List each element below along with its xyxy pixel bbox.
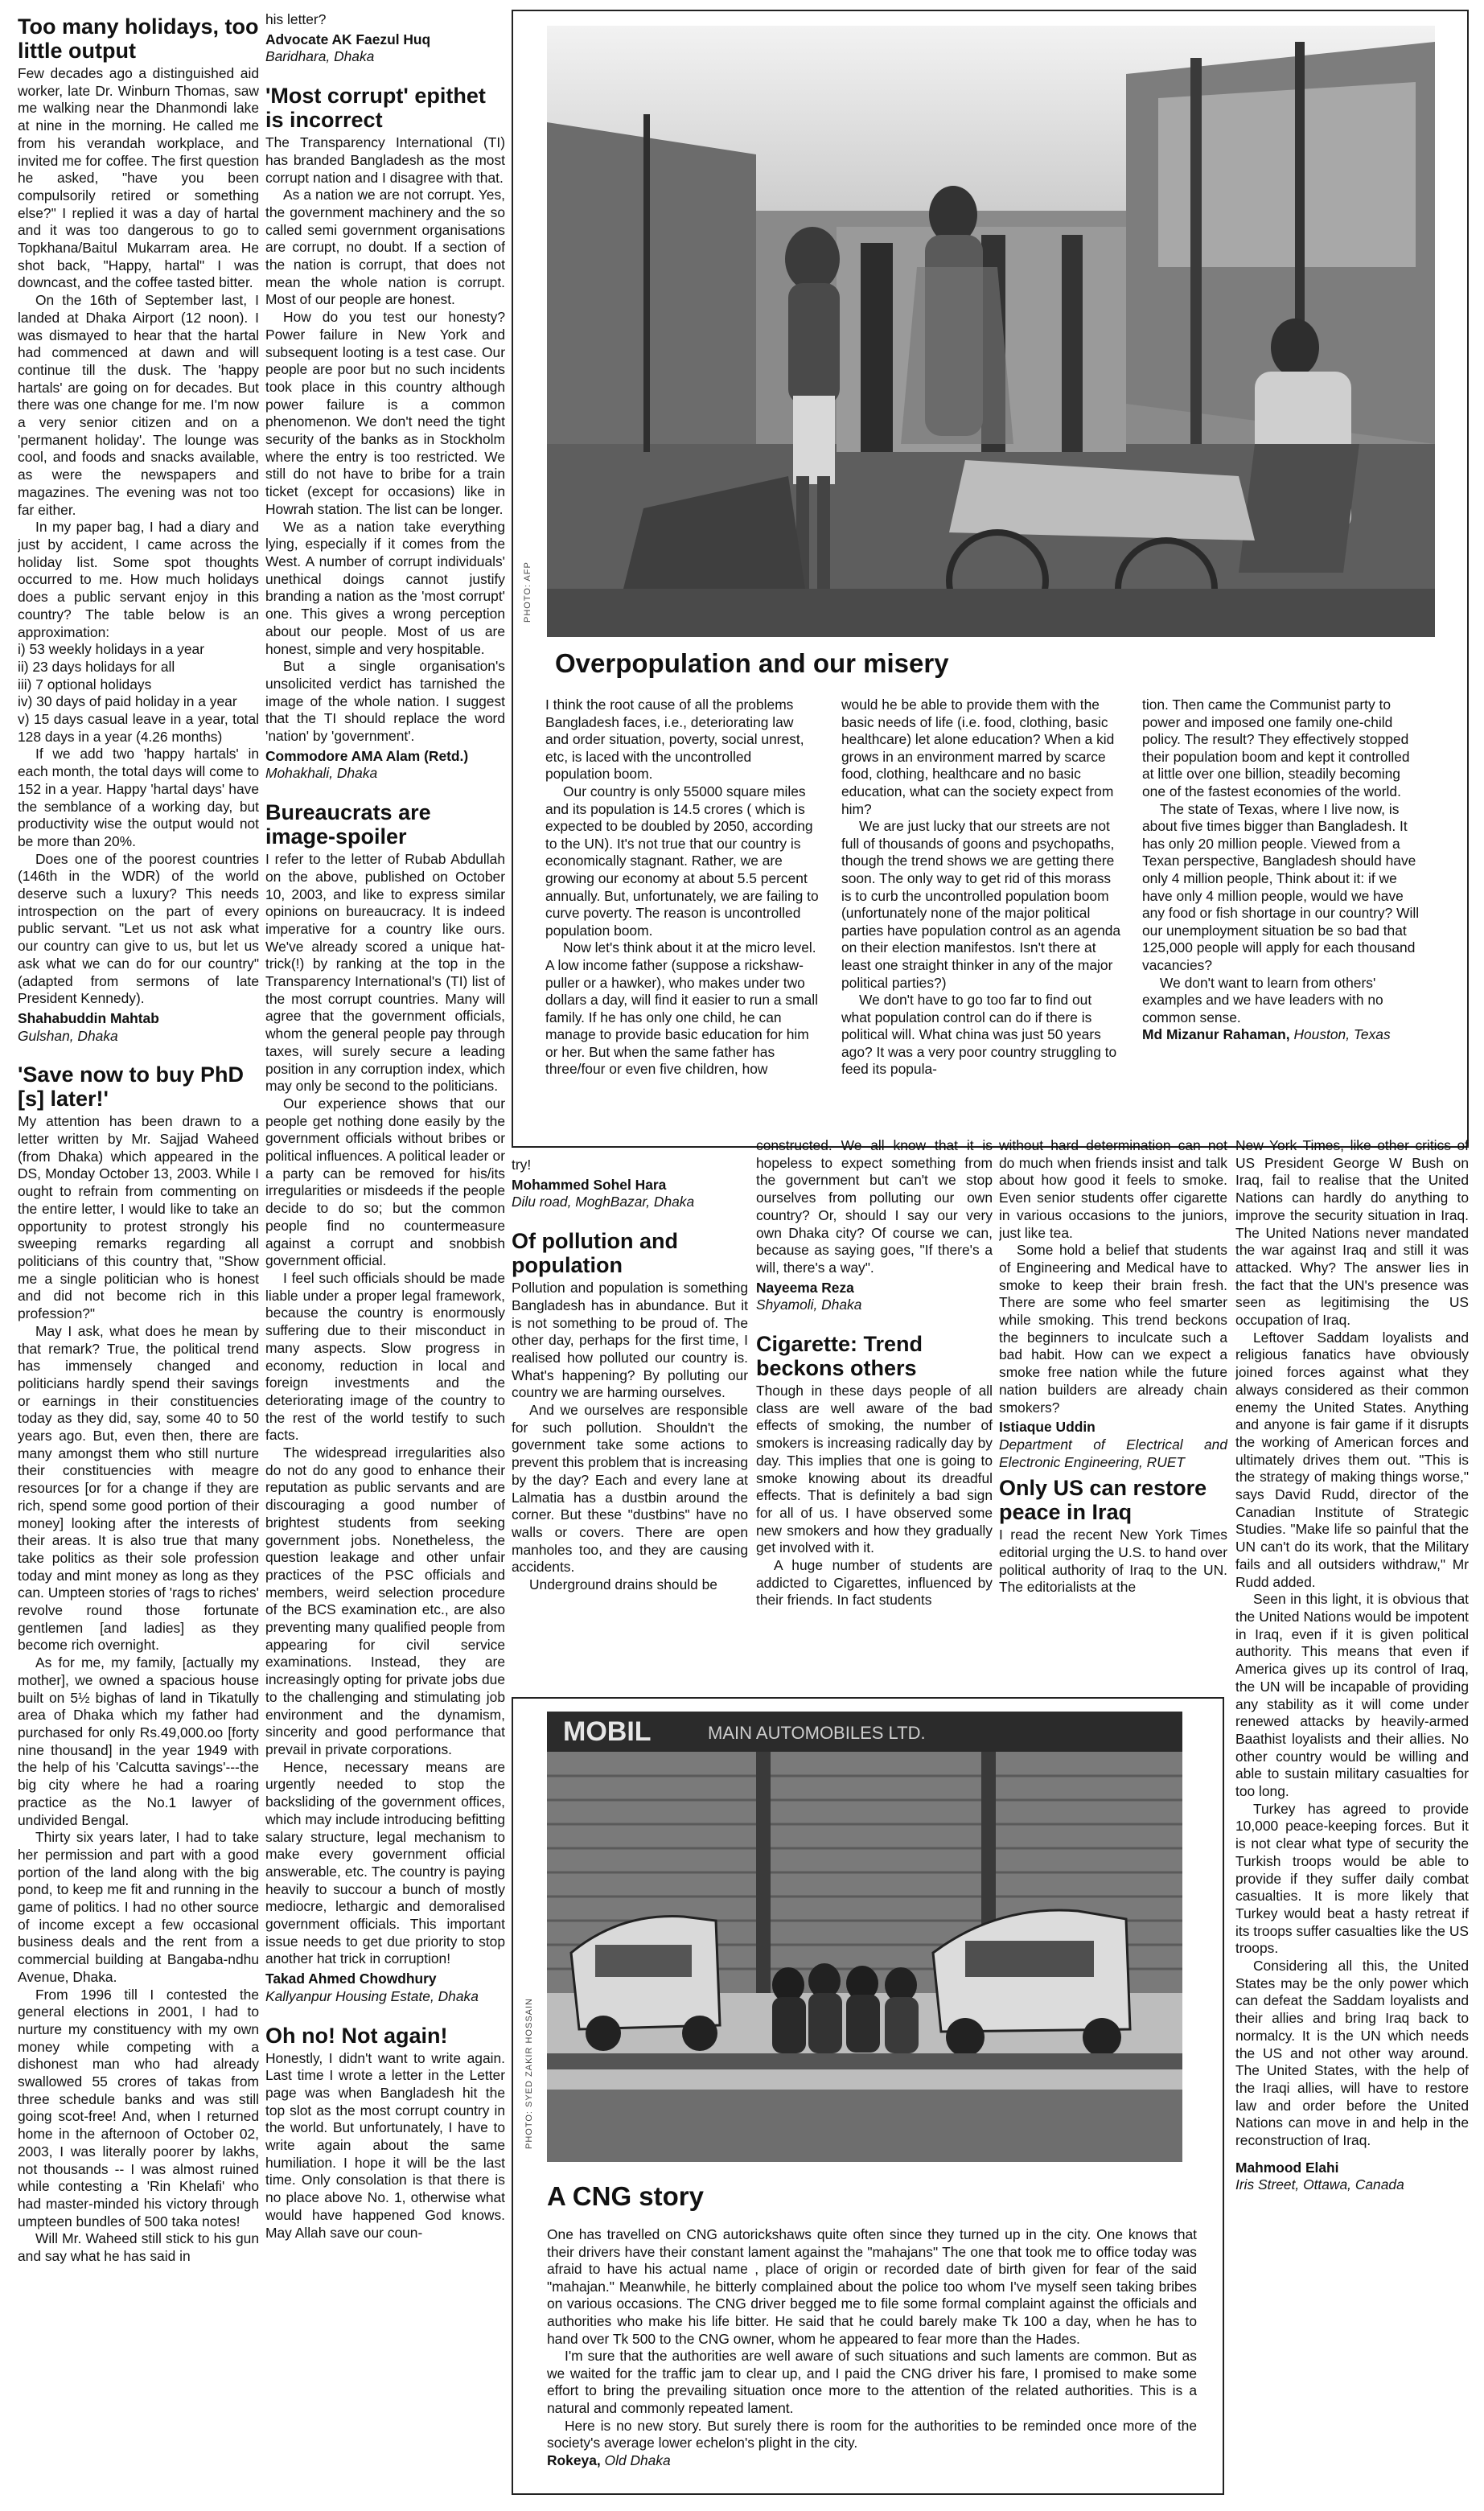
paragraph: Some hold a belief that students of Engineering and Medical have to smoke to keep their brain fresh. There are some who feel smarter while smoking. This trend beckons the beginners to inculcate such a bad habit. How can we expect a smoke free nation while the future nation builders are already chain smokers? bbox=[999, 1242, 1227, 1416]
overpopulation-col-3 bbox=[1142, 697, 1422, 1139]
author-location: Kallyanpur Housing Estate, Dhaka bbox=[265, 1987, 479, 2004]
paragraph: I read the recent New York Times editorial urging the U.S. to hand over political authority of Iraq to the UN. The editorialists at the bbox=[999, 1527, 1227, 1596]
sign-mobil: MOBIL bbox=[563, 1716, 652, 1747]
paragraph: Turkey has agreed to provide 10,000 peace-keeping forces. But it is not clear what type of security the Turkish troops would be able to provide if they suffer daily combat casualties. It is more likely that Turkey would beat a hasty retreat if its troops suffer casualties like the US troops. bbox=[1235, 1800, 1469, 1957]
sign-automobiles: MAIN AUTOMOBILES LTD. bbox=[708, 1723, 926, 1743]
headline-phd: 'Save now to buy PhD [s] later!' bbox=[18, 1062, 244, 1112]
article-holidays bbox=[18, 65, 259, 1045]
paragraph: I think the root cause of all the problems Bangladesh faces, i.e., deteriorating law and order situation, poverty, social unrest, etc, is laced with the uncontrolled population boom. bbox=[545, 697, 804, 783]
paragraph: In my paper bag, I had a diary and just by accident, I came across the holiday list. Some spot thoughts occurred to me. How much holidays does a public servant enjoy in this country? The table below is an approximation: bbox=[18, 519, 259, 640]
author-name: Takad Ahmed Chowdhury bbox=[265, 1971, 437, 1987]
paragraph: How do you test our honesty? Power failure in New York and subsequent looting is a test case. Our people are poor but no such incidents took place in this country although power failure is a common phenomenon. We don't need the tight security of the banks as in Stockholm where the entry is too restricted. We still do not have to bribe for a train ticket (except for occasions) like in Howrah station. The list can be longer. bbox=[265, 309, 505, 517]
paragraph: The state of Texas, where I live now, is about five times bigger than Bangladesh. It has only 20 million people. Viewed from a Texan perspective, Bangladesh should have only 4 million people, Think about it: if we have only 4 million people, would we have any food or fish shortage in our country? Will our unemployment situation be so bad that 125,000 people will apply for each thousand vacancies? bbox=[1142, 800, 1420, 973]
author-location: Shyamoli, Dhaka bbox=[756, 1297, 862, 1313]
author-location: Department of Electrical and Electronic Engineering, RUET bbox=[999, 1436, 1227, 1470]
headline-iraq: Only US can restore peace in Iraq bbox=[999, 1476, 1207, 1525]
slum-photo bbox=[547, 26, 1435, 637]
column-3 bbox=[512, 1157, 748, 1687]
cng-photo-image bbox=[547, 1712, 1182, 2162]
column-5 bbox=[999, 1137, 1227, 1684]
paragraph: But a single organisation's unsolicited verdict has tarnished the image of the whole nation. I suggest that the TI should replace the word 'nation' by 'government'. bbox=[265, 658, 505, 745]
overpopulation-col-2 bbox=[841, 697, 1123, 1139]
headline-most-corrupt: 'Most corrupt' epithet is incorrect bbox=[265, 84, 486, 133]
author-name: Mahmood Elahi bbox=[1235, 2159, 1339, 2176]
column-1 bbox=[18, 11, 259, 2497]
paragraph: Hence, necessary means are urgently needed to stop the backsliding of the government offices, which may include introducing befitting salary structure, legal mechanism to make every government official answerable, etc. The country is paying heavily to succour a bunch of mostly mediocre, lethargic and demoralised government officials. This important issue needs to get due priority to stop another hat trick in corruption! bbox=[265, 1758, 505, 1967]
headline-pollution: Of pollution and population bbox=[512, 1229, 678, 1278]
author-location: Dilu road, MoghBazar, Dhaka bbox=[512, 1194, 695, 1210]
paragraph: I'm sure that the authorities are well aware of such situations and such laments are common. But as we waited for the traffic jam to clear up, and I paid the CNG driver his fare, I promised to make some effort to bring the prevailing situation once more to the attention of the related authorities. This is a natural and commonly repeated lament. bbox=[547, 2348, 1197, 2416]
author-line bbox=[547, 2452, 1197, 2470]
list-item: i) 53 weekly holidays in a year bbox=[18, 641, 204, 658]
column-6 bbox=[1235, 1137, 1469, 2497]
overpopulation-box bbox=[512, 10, 1469, 1148]
paragraph: without hard determination can not do much when friends insist and talk about how good it feels to smoke. Even senior students offer cigarette in various occasions to the juniors, just like tea. bbox=[999, 1137, 1227, 1241]
headline-overpopulation: Overpopulation and our misery bbox=[555, 648, 949, 678]
paragraph: New York Times, like other critics of US President George W Bush on Iraq, fail to realise that the United Nations can hardly do anything to improve the security situation in Iraq. The United Nations never mandated the war against Iraq and still it was attacked. Why? The answer lies in the fact that the UN's presence was seen as legitimising the US occupation of Iraq. bbox=[1235, 1137, 1469, 1329]
paragraph: And we ourselves are responsible for such pollution. Shouldn't the government take some actions to prevent this problem that is increasing by the day? Each and every lane at Lalmatia has a dustbin around the corner. But these "dustbins" have no walls or covers. There are open manholes too, and they are causing accidents. bbox=[512, 1402, 748, 1576]
paragraph: A huge number of students are addicted to Cigarettes, influenced by their friends. In fact students bbox=[756, 1557, 993, 1609]
paragraph: On the 16th of September last, I landed at Dhaka Airport (12 noon). I was dismayed to hear that the hartal had commenced at dawn and will continue till the dusk. The 'happy hartals' are going on for decades. But there was one change for me. I'm now a very senior citizen and on a 'permanent holiday'. The lounge was cool, and foods and snacks available, as were the newspapers and magazines. The evening was not too far either. bbox=[18, 292, 259, 518]
paragraph: We as a nation take everything lying, especially if it comes from the West. A number of corrupt individuals' unethical doings cannot justify branding a nation as the 'most corrupt' one. This gives a wrong perception about our people. Most of us are honest, simple and very hospitable. bbox=[265, 518, 505, 657]
headline-cigarette: Cigarette: Trend beckons others bbox=[756, 1332, 923, 1381]
paragraph: Here is no new story. But surely there is room for the authorities to be reminded once more of the society's average lower echelon's plight in the city. bbox=[547, 2417, 1197, 2451]
paragraph: Considering all this, the United States may be the only power which can defeat the Saddam loyalists and their allies and bring Iraq back to normalcy. It is the UN which needs the US and not other way around. The United States, with the help of the Iraqi allies, will have to restore law and order before the United Nations can move in and help in the reconstruction of Iraq. bbox=[1235, 1958, 1469, 2149]
paragraph: Pollution and population is something Bangladesh has in abundance. But it is not something to be proud of. The other day, perhaps for the first time, I realised how polluted our country is. What's happening? By polluting our country we are harming ourselves. bbox=[512, 1280, 748, 1401]
paragraph: We don't want to learn from others' examples and we have leaders with no common sense. bbox=[1142, 974, 1383, 1025]
paragraph: Now let's think about it at the micro level. A low income father (suppose a rickshaw-puller or a hawker), who makes under two dollars a day, will find it easier to run a small family. If he has only one child, he can manage to provide basic education for him or her. But when the same father has three/four or even five children, how bbox=[545, 939, 818, 1078]
author-location: Gulshan, Dhaka bbox=[18, 1027, 118, 1044]
column-4 bbox=[756, 1137, 993, 1684]
paragraph: We are just lucky that our streets are not full of thousands of goons and psychopaths, though the trend shows we are getting there soon. The only way to get rid of this morass is to curb the uncontrolled population boom (unfortunately none of the major political parties have population control as an agenda on their election manifestos. Isn't there at least one straight thinker in any of the major political parties?) bbox=[841, 818, 1121, 991]
paragraph: Leftover Saddam loyalists and religious fanatics have obviously joined forces against what they always considered as their common enemy the United States. Anything and anyone is fair game if it disrupts the working of American forces and ultimately drives them out. "This is the strategy of making things worse," says David Rudd, director of the Canadian Institute of Strategic Studies. "Make life so painful that the UN can't do its work, that the Military fails and all outsiders withdraw," Mr Rudd added. bbox=[1235, 1329, 1469, 1590]
paragraph: Though in these days people of all class are well aware of the bad effects of smoking, the number of smokers is increasing radically day by day. This implies that one is going to smoke knowing about its dreadful effects. That is definitely a bad sign for all of us. I have observed some new smokers and how they gradually get involved with it. bbox=[756, 1383, 993, 1556]
author-name: Shahabuddin Mahtab bbox=[18, 1009, 159, 1026]
author-name: Nayeema Reza bbox=[756, 1279, 854, 1296]
paragraph: Honestly, I didn't want to write again. Last time I wrote a letter in the Letter page was when Bangladesh hit the top slot as the most corrupt country in the world. But unfortunately, I have to write again about the same humiliation. I hope it will be the last time. Only consolation is that there is no place above No. 1, otherwise what would have happened God knows. May Allah save our coun- bbox=[265, 2049, 505, 2241]
list-item: ii) 23 days holidays for all bbox=[18, 658, 175, 675]
paragraph: One has travelled on CNG autorickshaws quite often since they turned up in the city. One knows that their drivers have their constant lament against the "mahajans" The one that took me to office today was afraid to have his actual name , place of origin or recorded date of birth given for fear of the said "mahajan." Meanwhile, he bitterly complained about the police too whom I've myself seen taking bribes on various occasions. The CNG driver begged me to file some formal complaint against the officials and authorities who make his life bitter. He said that he could barely make Tk 100 a day, when he has to hand over Tk 500 to the CNG owner, whom he appeared to fear more than the Hades. bbox=[547, 2226, 1197, 2347]
column-2 bbox=[265, 11, 505, 2497]
paragraph: May I ask, what does he mean by that remark? True, the political trend has immensely changed and politicians hardly spend their savings or earnings in their constituencies today as they did, say, some 40 to 50 years ago. But, even then, there are many amongst them who still nurture their constituencies with meagre resources [or for a change if they are rich, spend some good portion of their money] looking after the interests of their areas. It is also true that many take politics as their sole profession today and mint money as long as they can. Umpteen stories of 'rags to riches' revolve round those fortunate gentlemen [and ladies] as they become rich overnight. bbox=[18, 1322, 259, 1654]
paragraph: The widespread irregularities also do not do any good to enhance their reputation as public servants and are discouraging a good number of brightest students from seeking government jobs. Nonetheless, the question leakage and other unfair practices of the PSC officials and members, weird selection procedure of the BCS examination etc., are also preventing many qualified people from appearing for civil service examinations. Instead, they are increasingly opting for private jobs due to the challenging and stimulating job environment and the dynamism, sincerity and good performance that prevail in private corporations. bbox=[265, 1445, 505, 1757]
author-name: Md Mizanur Rahaman, bbox=[1142, 1026, 1290, 1043]
cng-photo bbox=[547, 1712, 1182, 2162]
paragraph: I feel such officials should be made liable under a proper legal framework, because the country is enormously suffering due to their misconduct in many aspects. Slow progress in economy, reduction in local and foreign investments and the deteriorating image of the country to the rest of the world testify to such facts. bbox=[265, 1270, 505, 1444]
author-location: Mohakhali, Dhaka bbox=[265, 765, 378, 782]
paragraph: We don't have to go too far to find out what population control can do if there is political will. What china was just 50 years ago? It was a very poor country struggling to feed its popula- bbox=[841, 992, 1117, 1078]
paragraph: Our experience shows that our people get nothing done easily by the government officials without bribes or political influences. A political leader or a party can be removed for his/its irregularities or misdeeds if the people decide to do so; but the common people find no countermeasure against a corrupt and snobbish government official. bbox=[265, 1095, 505, 1269]
paragraph: his letter? bbox=[265, 11, 327, 27]
paragraph: Will Mr. Waheed still stick to his gun and say what he has said in bbox=[18, 2230, 259, 2265]
paragraph: Our country is only 55000 square miles and its population is 14.5 crores ( which is expected to be doubled by 2050, according to the UN). It's not true that our country is economically stagnant. Rather, we are growing our economy at about 5.5 percent annually. But, unfortunately, we are failing to curve poverty. The reason is uncontrolled population boom. bbox=[545, 783, 819, 939]
author-name: Istiaque Uddin bbox=[999, 1419, 1096, 1436]
paragraph: If we add two 'happy hartals' in each month, the total days will come to 152 in a year. Happy 'hartal days' have the semblance of a working day, but productivity wise the output would not be more than 20%. bbox=[18, 746, 259, 849]
paragraph: The Transparency International (TI) has branded Bangladesh as the most corrupt nation and I disagree with that. bbox=[265, 134, 505, 186]
list-item: iv) 30 days of paid holiday in a year bbox=[18, 693, 237, 710]
list-item: v) 15 days casual leave in a year, total 128 days in a year (4.26 months) bbox=[18, 711, 259, 745]
paragraph: My attention has been drawn to a letter written by Mr. Sajjad Waheed (from Dhaka) which appeared in the DS, Monday October 13, 2003. While I ought to refrain from commenting on the entire letter, I would like to take an opportunity to protest strongly his sweeping remarks regarding all politicians of this country that, "Show me a single politician who is honest and did not become rich in this profession?" bbox=[18, 1113, 259, 1322]
author-location: Old Dhaka bbox=[604, 2451, 671, 2468]
article-phd bbox=[18, 1113, 259, 2265]
headline-holidays: Too many holidays, too little output bbox=[18, 14, 259, 63]
headline-bureaucrats: Bureaucrats are image-spoiler bbox=[265, 800, 431, 849]
cng-story-body bbox=[547, 2226, 1197, 2484]
author-location: Iris Street, Ottawa, Canada bbox=[1235, 2176, 1404, 2193]
paragraph: As a nation we are not corrupt. Yes, the government machinery and the so called semi government organisations are corrupt, no doubt. If a section of the nation is corrupt, that does not mean the whole nation is corrupt. Most of our people are honest. bbox=[265, 187, 505, 308]
author-name: Rokeya, bbox=[547, 2451, 601, 2468]
paragraph: Thirty six years later, I had to take her permission and part with a good portion of the land along with the big pond, to keep me fit and running in the game of politics. I had no other source of income except a few occasional business deals and the rent from a commercial building at Bangaba-ndhu Avenue, Dhaka. bbox=[18, 1829, 259, 1985]
paragraph: constructed. We all know that it is hopeless to expect something from the government but can't we stop ourselves from polluting our own country? Or, should I say our very own Dhaka city? Of course we can, because as saying goes, "If there's a will, there's a way". bbox=[756, 1137, 993, 1276]
overpopulation-col-1 bbox=[545, 697, 819, 1139]
paragraph: would he be able to provide them with the basic needs of life (i.e. food, clothing, basic healthcare) let alone education? When a kid grows in an environment marred by scarce food, clothing, healthcare and no basic education, what can the society expect from him? bbox=[841, 697, 1115, 817]
photo-credit: PHOTO: SYED ZAKIR HOSSAIN bbox=[524, 1998, 534, 2149]
headline-oh-no: Oh no! Not again! bbox=[265, 2023, 448, 2048]
cng-story-box bbox=[512, 1697, 1224, 2495]
list-item: iii) 7 optional holidays bbox=[18, 676, 152, 692]
paragraph: try! bbox=[512, 1157, 532, 1173]
paragraph: Few decades ago a distinguished aid worker, late Dr. Winburn Thomas, saw me walking near the Dhanmondi lake at nine in the morning. He called me from his verandah workplace, and invited me for coffee. The first question he asked, "have you been compulsorily retired or something else?" I replied it was a day of hartal and it was too dangerous to go to Topkhana/Baitul Mukarram area. He shot back, "Happy, hartal" I was downcast, and the coffee tasted bitter. bbox=[18, 65, 259, 291]
slum-photo-image bbox=[547, 26, 1435, 637]
photo-credit: PHOTO: AFP bbox=[523, 561, 532, 623]
author-name: Mohammed Sohel Hara bbox=[512, 1176, 667, 1193]
author-name: Commodore AMA Alam (Retd.) bbox=[265, 747, 469, 764]
author-location: Baridhara, Dhaka bbox=[265, 48, 375, 65]
headline-cng-story: A CNG story bbox=[547, 2181, 704, 2211]
paragraph: tion. Then came the Communist party to power and imposed one family one-child policy. The result? They effectively stopped their population boom and kept it controlled at little over one billion, steadily becoming one of the fastest economies of the world. bbox=[1142, 697, 1410, 799]
author-location: Houston, Texas bbox=[1293, 1026, 1391, 1043]
paragraph: Underground drains should be bbox=[529, 1576, 717, 1593]
paragraph: As for me, my family, [actually my mother], we owned a spacious house built on 5½ bighas of land in Tikatully area of Dhaka which my father had purchased for only Rs.49,000.oo [forty nine thousand] in the year 1949 with the help of his 'Calcutta savings'---the big city where he had a roaring practice as the No.1 lawyer of undivided Bengal. bbox=[18, 1654, 259, 1828]
paragraph: Seen in this light, it is obvious that the United Nations would be impotent in Iraq, even if it is given political authority. This means that even if America gives up its control of Iraq, the UN will be incapable of providing any stability as it will come under renewed attacks by heavily-armed Baathist loyalists and their allies. No other country would be willing and able to sustain military casualties for too long. bbox=[1235, 1591, 1469, 1800]
author-name: Advocate AK Faezul Huq bbox=[265, 31, 431, 47]
author-line bbox=[1142, 1026, 1422, 1044]
paragraph: I refer to the letter of Rubab Abdullah on the above, published on October 10, 2003, and like to express similar opinions on bureaucracy. It is indeed imperative for a country like ours. We've already scored a unique hat-trick(!) by ranking at the top in the Transparency International's (TI) list of the most corrupt countries. Many will agree that the government officials, whom the general people pay through taxes, will surely secure a leading position in any corruption index, which may only be second to the politicians. bbox=[265, 851, 505, 1095]
paragraph: Does one of the poorest countries (146th in the WDR) of the world deserve such a luxury? This needs introspection on the part of every public servant. "Let us not ask what our country can give to us, but let us ask what we can do for our country" (adapted from sermons of late President Kennedy). bbox=[18, 850, 259, 1007]
paragraph: From 1996 till I contested the general elections in 2001, I had to nurture my constituency with my own money while competing with a dishonest man who had already swallowed 55 crores of takas from three schedule banks and was still going scot-free! And, when I returned home in the afternoon of October 02, 2003, I was literally poorer by lakhs, not thousands -- I was almost ruined while contesting a 'Rin Khelafi' who had master-minded his victory through umpteen bundles of 500 taka notes! bbox=[18, 1986, 259, 2229]
